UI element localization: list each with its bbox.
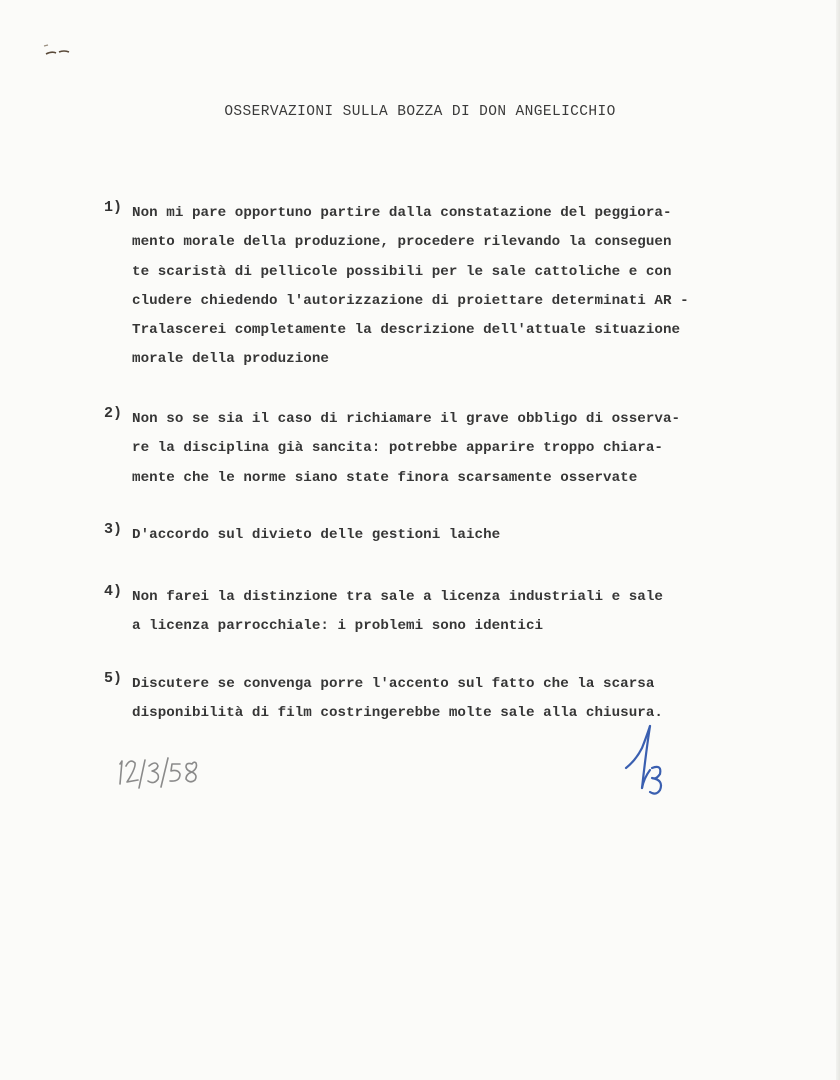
- signature: [616, 718, 676, 798]
- pencil-corner-mark: [42, 40, 72, 60]
- text-line: Non so se sia il caso di richiamare il grave obbligo di osserva-: [132, 411, 681, 427]
- item-text: [132, 670, 812, 729]
- text-line: mento morale della produzione, procedere rilevando la conseguen: [132, 234, 672, 251]
- item-number: 4): [104, 583, 123, 600]
- item-number: 2): [104, 405, 123, 422]
- text-line: Non farei la distinzione tra sale a licenza industriali e sale: [132, 589, 663, 605]
- text-line: mente che le norme siano state finora scarsamente osservate: [132, 469, 638, 486]
- text-line: a licenza parrocchiale: i problemi sono identici: [132, 618, 544, 635]
- text-line: disponibilità di film costringerebbe molte sale alla chiusura.: [132, 705, 663, 722]
- text-line: D'accordo sul divieto delle gestioni laiche: [132, 527, 501, 543]
- page-title: OSSERVAZIONI SULLA BOZZA DI DON ANGELICCHIO: [224, 104, 616, 120]
- text-line: te scaristà di pellicole possibili per le sale cattoliche e con: [132, 263, 672, 280]
- text-line: cludere chiedendo l'autorizzazione di proiettare determinati AR -: [132, 292, 689, 309]
- item-text: [132, 405, 812, 493]
- text-line: Discutere se convenga porre l'accento sul fatto che la scarsa: [132, 676, 655, 692]
- item-text: [132, 521, 812, 550]
- text-line: Tralascerei completamente la descrizione dell'attuale situazione: [132, 322, 681, 339]
- item-text: [132, 583, 812, 642]
- item-number: 1): [104, 199, 123, 216]
- item-text: [132, 199, 812, 375]
- item-number: 3): [104, 521, 123, 538]
- handwritten-date: [114, 752, 204, 792]
- item-number: 5): [104, 670, 123, 687]
- page-edge: [836, 0, 840, 1080]
- text-line: Non mi pare opportuno partire dalla constatazione del peggiora-: [132, 205, 672, 221]
- text-line: re la disciplina già sancita: potrebbe apparire troppo chiara-: [132, 440, 663, 457]
- text-line: morale della produzione: [132, 351, 329, 368]
